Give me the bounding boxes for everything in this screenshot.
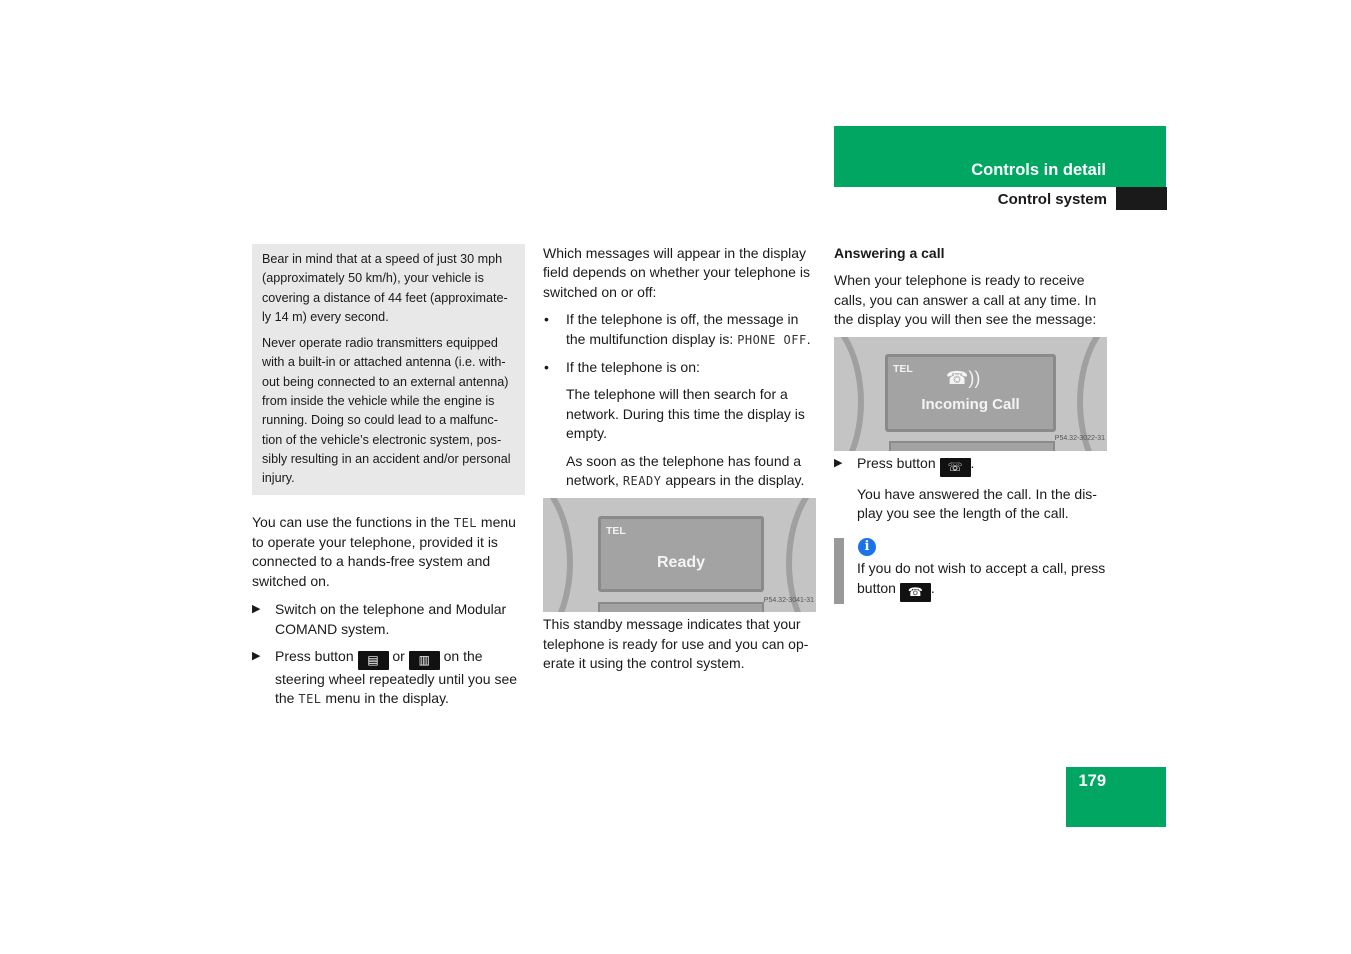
warning-text-2: Never operate radio transmitters equipped with a built-in or attached antenna (i.e. with-out being connected to an external antenna) from inside the vehicle while the engine is running. Doing so could lead to a malfunc-tion of the vehicle’s electronic system, pos-sibly resulting in an accident and/or personal injury. (262, 336, 511, 486)
display-message: Ready (656, 554, 706, 572)
incoming-phone-icon: ☎)) (946, 367, 981, 388)
incoming-call-display-image (834, 337, 1107, 451)
column-1 (252, 244, 525, 710)
ready-display-image (543, 498, 816, 612)
answering-heading: Answering a call (834, 245, 945, 261)
messages-intro: Which messages will appear in the display field depends on whether your telephone is switched on or off: (543, 245, 810, 300)
phone-hangup-icon: ☎ (900, 583, 931, 602)
menu-forward-icon: ▤ (358, 651, 389, 670)
header-bar (834, 126, 1166, 187)
info-icon: i (858, 538, 876, 556)
step-press-button: ▶ Press button ▤ or ▥ on the steering wheel repeatedly until you see the TEL menu in the display. (252, 648, 518, 707)
info-text: If you do not wish to accept a call, press button ☎ . (857, 559, 1107, 601)
page-number: 179 (1078, 772, 1106, 790)
display-message: Incoming Call (921, 395, 1020, 413)
search-network-text: The telephone will then search for a network. During this time the display is empty. (566, 386, 805, 442)
answering-intro: When your telephone is ready to receive calls, you can answer a call at any time. In the display you will then see the message: (834, 272, 1097, 328)
bullet-phone-on: • If the telephone is on: (544, 359, 700, 376)
menu-back-icon: ▥ (409, 651, 440, 670)
warning-text-1: Bear in mind that at a speed of just 30 mph (approximately 50 km/h), your vehicle is covering a distance of 44 feet (approximate-ly 14 m) every second. (262, 252, 508, 324)
step-arrow-icon: ▶ (834, 456, 843, 469)
phone-answer-icon: ☏ (940, 458, 971, 477)
column-3 (834, 244, 1107, 602)
intro-paragraph: You can use the functions in the TEL menu to operate your telephone, provided it is connected to a hands-free system and switched on. (252, 513, 516, 589)
image-reference: P54.32-3022-31 (1054, 435, 1105, 443)
step-answer-call: ▶ Press button ☏ . (834, 454, 1107, 477)
step-switch-on: ▶ Switch on the telephone and Modular COMAND system. (252, 601, 507, 637)
page-number-box (1066, 767, 1166, 827)
step-arrow-icon: ▶ (252, 650, 261, 662)
column-2 (543, 244, 816, 674)
section-title: Controls in detail (971, 161, 1106, 179)
standby-caption: This standby message indicates that your telephone is ready for use and you can op-erate it using the control system. (543, 616, 809, 672)
answer-result-text: You have answered the call. In the dis-play you see the length of the call. (857, 485, 1097, 522)
display-tel-label: TEL (893, 362, 913, 375)
info-note (834, 538, 1107, 601)
info-bar (834, 538, 844, 604)
subsection-title: Control system (997, 191, 1107, 208)
network-found-text: As soon as the telephone has found a network, READY appears in the display. (566, 452, 805, 489)
warning-box (252, 244, 525, 495)
image-reference: P54.32-3041-31 (763, 597, 814, 605)
display-tel-label: TEL (606, 525, 626, 538)
header-marker (1116, 187, 1167, 210)
step-arrow-icon: ▶ (252, 603, 261, 616)
bullet-phone-off: • If the telephone is off, the message in the multifunction display is: PHONE OFF. (544, 311, 811, 347)
